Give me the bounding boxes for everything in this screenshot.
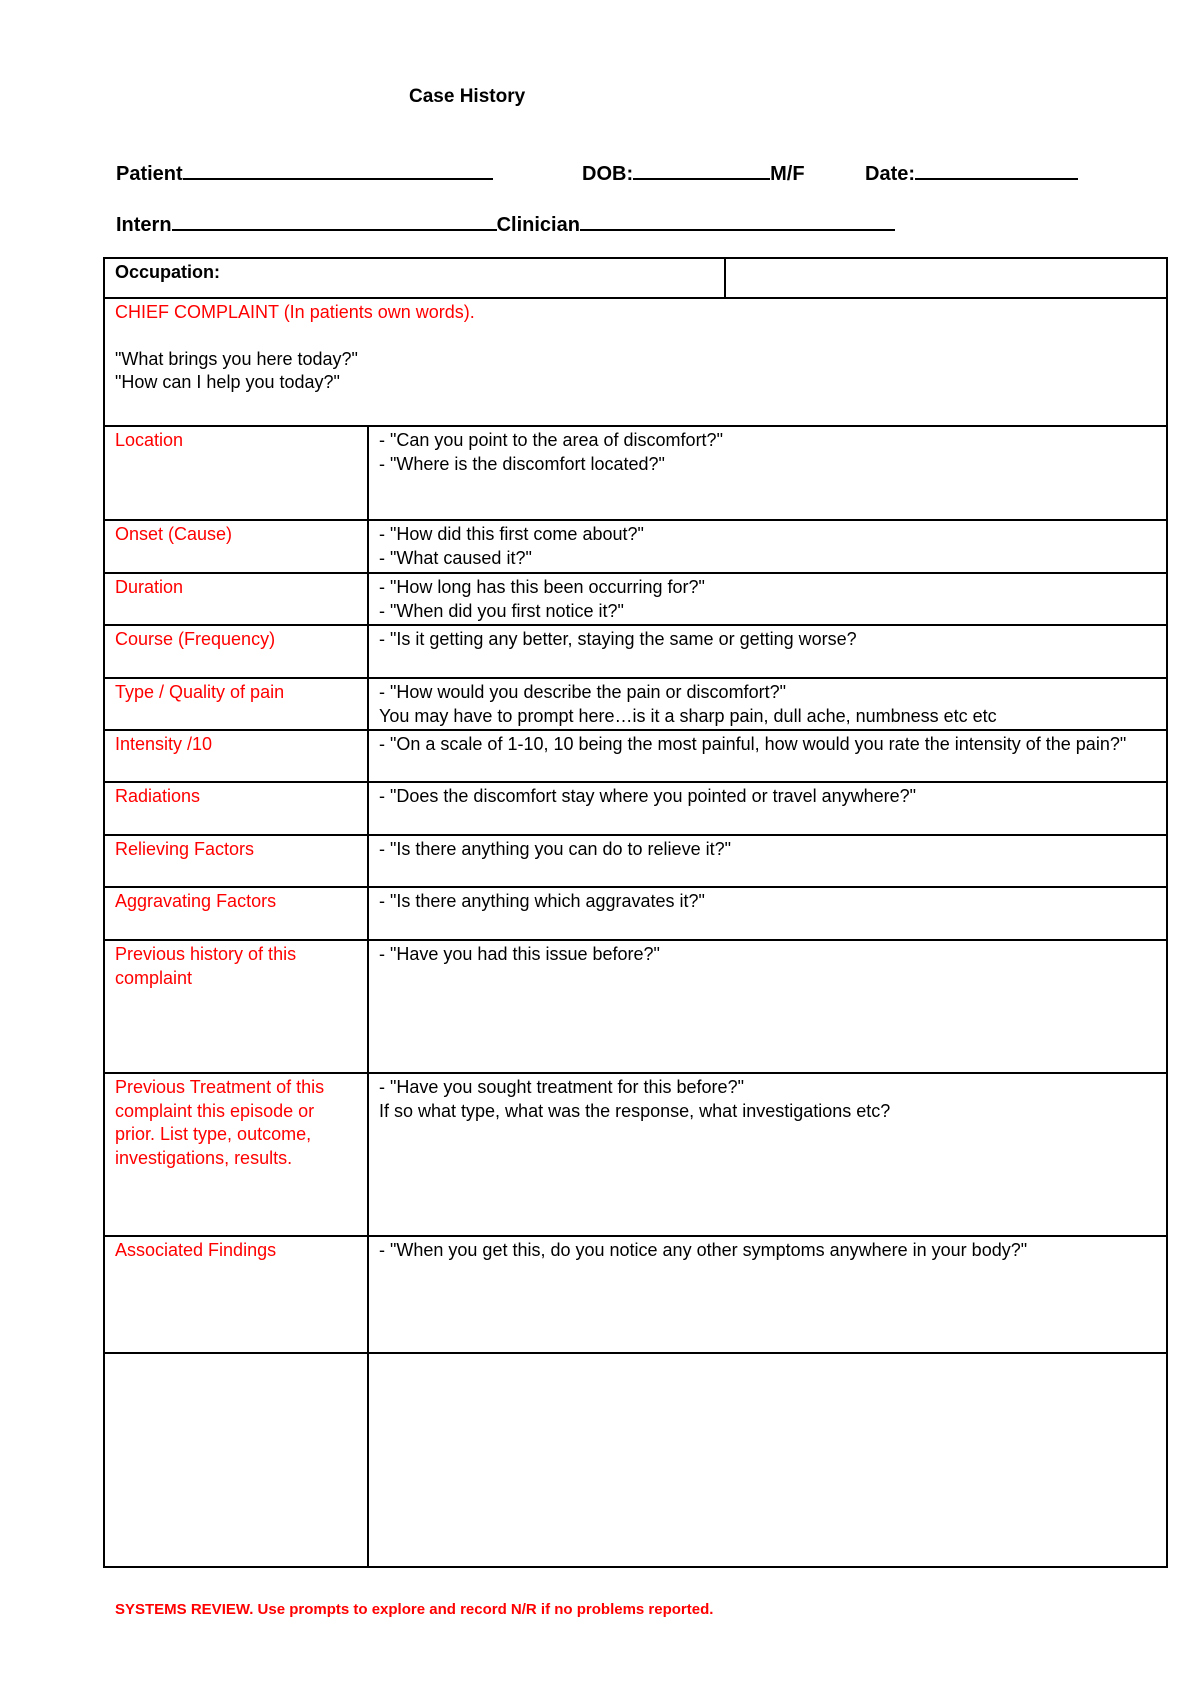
row-aggravating: [104, 887, 1167, 940]
row-type-quality: [104, 678, 1167, 730]
row-label: Course (Frequency): [104, 625, 368, 678]
row-answer-cell[interactable]: [368, 835, 1167, 887]
row-answer-cell[interactable]: [368, 887, 1167, 940]
row-answer-cell[interactable]: [368, 1236, 1167, 1353]
chief-complaint-cell[interactable]: [104, 298, 1167, 426]
row-blank: [104, 1353, 1167, 1567]
row-prompt: - "How did this first come about?": [379, 524, 644, 544]
row-radiations: [104, 782, 1167, 835]
row-prompt: If so what type, what was the response, what investigations etc?: [379, 1100, 891, 1121]
chief-complaint-heading: CHIEF COMPLAINT (In patients own words).: [115, 302, 475, 322]
row-label: Relieving Factors: [104, 835, 368, 887]
row-answer-cell[interactable]: [368, 426, 1167, 520]
row-answer-cell[interactable]: [368, 625, 1167, 678]
row-label: Onset (Cause): [104, 520, 368, 573]
row-prompt: - "Does the discomfort stay where you pointed or travel anywhere?": [379, 786, 917, 806]
row-prompt: - "How long has this been occurring for?": [379, 577, 705, 597]
row-prompt: You may have to prompt here…is it a sharp pain, dull ache, numbness etc etc: [379, 705, 997, 726]
row-relieving: [104, 835, 1167, 887]
intern-field[interactable]: [116, 211, 895, 237]
sex-label: M/F: [770, 163, 805, 185]
dob-blank[interactable]: [633, 160, 770, 180]
chief-complaint-prompt: "How can I help you today?": [115, 372, 340, 392]
blank-answer-cell[interactable]: [368, 1353, 1167, 1567]
row-prompt: - "Is there anything which aggravates it?": [379, 891, 705, 911]
row-prompt: - "Have you sought treatment for this before?": [379, 1077, 744, 1097]
row-location: [104, 426, 1167, 520]
row-prompt: - "Can you point to the area of discomfort?": [379, 430, 723, 450]
occupation-label: Occupation:: [104, 258, 725, 298]
row-course: [104, 625, 1167, 678]
row-label: Previous Treatment of this complaint this episode or prior. List type, outcome, investigations, results.: [104, 1073, 368, 1236]
row-label: Associated Findings: [104, 1236, 368, 1353]
date-blank[interactable]: [915, 160, 1078, 180]
occupation-row: [104, 258, 1167, 298]
row-answer-cell[interactable]: [368, 520, 1167, 573]
patient-label: Patient: [116, 163, 183, 185]
clinician-blank[interactable]: [580, 211, 895, 231]
row-label: Intensity /10: [104, 730, 368, 782]
row-prompt: - "Is it getting any better, staying the same or getting worse?: [379, 629, 857, 649]
case-history-table: [103, 257, 1168, 1568]
row-answer-cell[interactable]: [368, 730, 1167, 782]
patient-field[interactable]: [116, 160, 493, 186]
blank-label-cell[interactable]: [104, 1353, 368, 1567]
row-prompt: - "When did you first notice it?": [379, 600, 624, 621]
row-prompt: - "Have you had this issue before?": [379, 944, 660, 964]
row-answer-cell[interactable]: [368, 678, 1167, 730]
row-prompt: - "What caused it?": [379, 547, 532, 568]
row-answer-cell[interactable]: [368, 1073, 1167, 1236]
row-prompt: - "Where is the discomfort located?": [379, 453, 665, 474]
row-label: Duration: [104, 573, 368, 625]
patient-blank[interactable]: [183, 160, 493, 180]
date-field[interactable]: [865, 160, 1078, 186]
row-prompt: - "On a scale of 1-10, 10 being the most painful, how would you rate the intensity of the pain?": [379, 734, 1127, 754]
chief-complaint-prompt: "What brings you here today?": [115, 348, 358, 369]
row-answer-cell[interactable]: [368, 940, 1167, 1073]
row-label: Type / Quality of pain: [104, 678, 368, 730]
row-intensity: [104, 730, 1167, 782]
row-label: Aggravating Factors: [104, 887, 368, 940]
row-prompt: - "Is there anything you can do to relieve it?": [379, 839, 731, 859]
row-duration: [104, 573, 1167, 625]
row-previous-treatment: [104, 1073, 1167, 1236]
systems-review-note: SYSTEMS REVIEW. Use prompts to explore and record N/R if no problems reported.: [115, 1601, 714, 1618]
row-answer-cell[interactable]: [368, 782, 1167, 835]
intern-blank[interactable]: [172, 211, 497, 231]
row-answer-cell[interactable]: [368, 573, 1167, 625]
page-title: Case History: [409, 86, 526, 107]
row-label: Location: [104, 426, 368, 520]
dob-field[interactable]: [582, 160, 805, 186]
row-previous-history: [104, 940, 1167, 1073]
row-prompt: - "When you get this, do you notice any other symptoms anywhere in your body?": [379, 1240, 1028, 1260]
clinician-label: Clinician: [496, 214, 580, 236]
occupation-answer-cell[interactable]: [725, 258, 1167, 298]
row-prompt: - "How would you describe the pain or discomfort?": [379, 682, 786, 702]
row-onset: [104, 520, 1167, 573]
date-label: Date:: [865, 163, 916, 185]
row-associated-findings: [104, 1236, 1167, 1353]
row-label: Previous history of this complaint: [104, 940, 368, 1073]
chief-complaint-row: [104, 298, 1167, 426]
dob-label: DOB:: [582, 163, 634, 185]
intern-label: Intern: [116, 214, 172, 236]
row-label: Radiations: [104, 782, 368, 835]
